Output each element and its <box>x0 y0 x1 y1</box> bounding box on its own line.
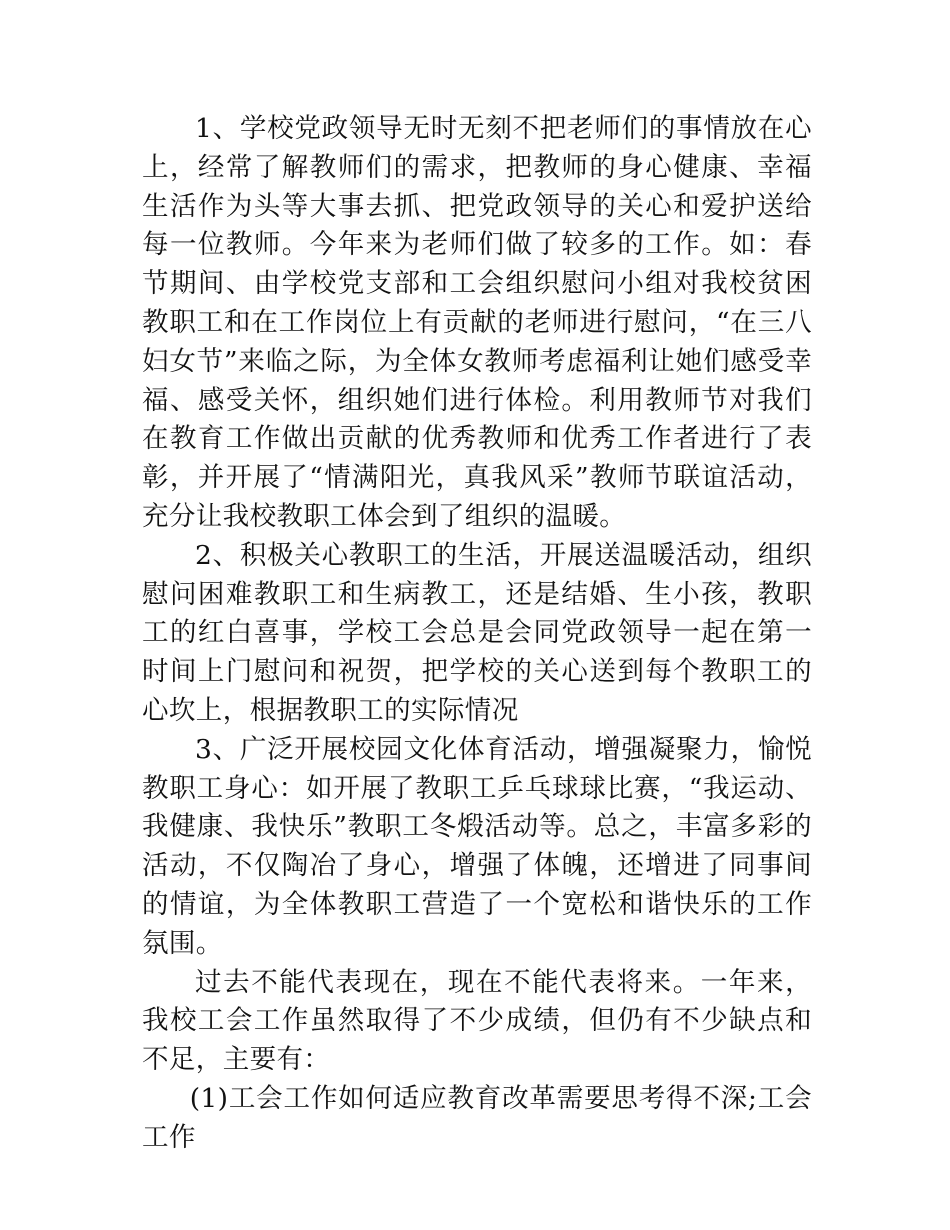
paragraph-2: 2、积极关心教职工的生活，开展送温暖活动，组织慰问困难教职工和生病教工，还是结婚、生小孩，教职工的红白喜事，学校工会总是会同党政领导一起在第一时间上门慰问和祝贺，把学校的关心送到每个教职工的心坎上，根据教职工的实际情况 <box>142 539 812 726</box>
paragraph-5: (1)工会工作如何适应教育改革需要思考得不深;工会工作 <box>142 1082 812 1153</box>
paragraph-4: 过去不能代表现在，现在不能代表将来。一年来，我校工会工作虽然取得了不少成绩，但仍有不少缺点和不足，主要有： <box>142 966 812 1076</box>
paragraph-1: 1、学校党政领导无时无刻不把老师们的事情放在心上，经常了解教师们的需求，把教师的身心健康、幸福生活作为头等大事去抓、把党政领导的关心和爱护送给每一位教师。今年来为老师们做了较多的工作。如：春节期间、由学校党支部和工会组织慰问小组对我校贫困教职工和在工作岗位上有贡献的老师进行慰问，“在三八妇女节”来临之际，为全体女教师考虑福利让她们感受幸福、感受关怀，组织她们进行体检。利用教师节对我们在教育工作做出贡献的优秀教师和优秀工作者进行了表彰，并开展了“情满阳光，真我风采”教师节联谊活动，充分让我校教职工体会到了组织的温暖。 <box>142 113 812 532</box>
paragraph-3: 3、广泛开展校园文化体育活动，增强凝聚力，愉悦教职工身心：如开展了教职工乒乓球球比赛，“我运动、我健康、我快乐”教职工冬煅活动等。总之，丰富多彩的活动，不仅陶冶了身心，增强了体魄，还增进了同事间的情谊，为全体教职工营造了一个宽松和谐快乐的工作氛围。 <box>142 733 812 959</box>
